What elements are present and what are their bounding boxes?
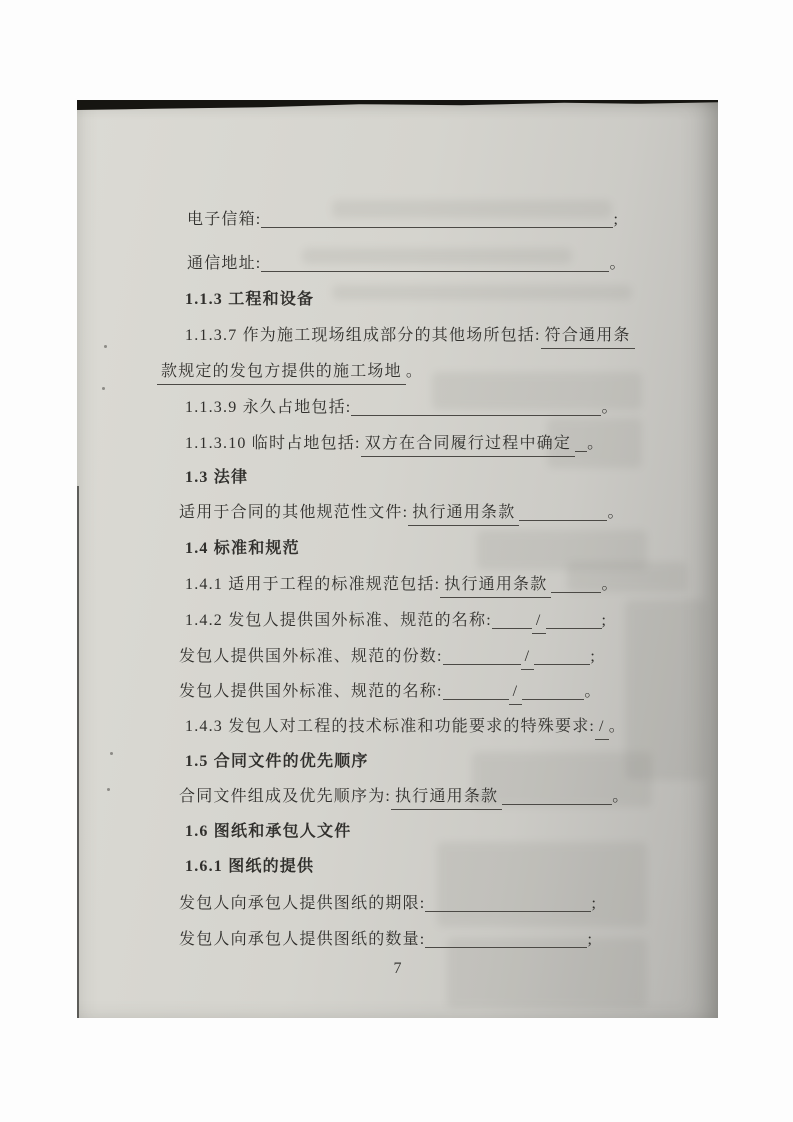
document-line — [179, 501, 625, 525]
scan-left-edge-artifact — [77, 486, 79, 1018]
document-line — [185, 466, 248, 490]
line-text: 1.1.3 工程和设备 — [185, 291, 315, 308]
line-text: ; — [587, 931, 594, 948]
line-text: ; — [590, 648, 596, 665]
line-text: 1.3 法律 — [185, 469, 249, 486]
document-line — [179, 928, 593, 952]
blank-underline-field — [546, 611, 602, 629]
blank-underline-field — [351, 398, 601, 416]
document-line — [179, 785, 629, 809]
blank-underline-field — [551, 575, 601, 593]
line-text: ; — [613, 211, 620, 228]
document-line — [185, 609, 607, 633]
line-text: 。 — [612, 788, 630, 805]
blank-underline-field — [425, 930, 587, 948]
blank-underline-field — [522, 682, 584, 700]
line-text: 1.1.3.7 作为施工现场组成部分的其他场所包括: — [185, 327, 541, 344]
filled-in-value: 执行通用条款 — [440, 573, 551, 598]
blank-underline-field — [443, 682, 509, 700]
line-text: 1.4.1 适用于工程的标准规范包括: — [185, 576, 441, 593]
document-line — [157, 360, 423, 384]
line-text: 1.1.3.10 临时占地包括: — [185, 435, 361, 452]
line-text: 电子信箱: — [187, 211, 262, 228]
document-line — [185, 855, 314, 879]
line-text: 发包人向承包人提供图纸的数量: — [179, 931, 426, 948]
document-line — [185, 537, 300, 561]
line-text: ; — [601, 612, 608, 629]
line-text: 1.1.3.9 永久占地包括: — [185, 399, 352, 416]
document-line — [179, 645, 596, 669]
line-text: 。 — [607, 504, 625, 521]
line-text: 。 — [405, 363, 424, 380]
filled-in-value: 双方在合同履行过程中确定 — [361, 432, 575, 457]
filled-in-value: 执行通用条款 — [391, 785, 502, 810]
filled-in-value: / — [521, 645, 535, 670]
blank-underline-field — [425, 894, 591, 912]
document-line — [185, 396, 619, 420]
filled-in-value: / — [532, 609, 546, 634]
document-line — [185, 324, 635, 348]
document-line — [185, 573, 619, 597]
filled-in-value: / — [595, 715, 609, 740]
line-text: 发包人提供国外标准、规范的名称: — [179, 683, 443, 700]
line-text: 合同文件组成及优先顺序为: — [179, 788, 392, 805]
line-text: 。 — [608, 718, 626, 735]
document-line — [185, 820, 351, 844]
line-text: 。 — [601, 399, 619, 416]
line-text: 。 — [601, 576, 619, 593]
document-line — [185, 288, 314, 312]
blank-underline-field — [443, 647, 521, 665]
blank-underline-field — [492, 611, 532, 629]
blank-underline-field — [502, 787, 612, 805]
line-text: ; — [591, 895, 598, 912]
line-text: 。 — [587, 435, 605, 452]
blank-underline-field — [261, 210, 613, 228]
blank-underline-field — [519, 503, 607, 521]
line-text: 1.4 标准和规范 — [185, 540, 300, 557]
line-text: 1.5 合同文件的优先顺序 — [185, 753, 369, 770]
blank-underline-field — [575, 434, 587, 452]
scanned-document-page — [77, 100, 718, 1018]
dust-speck — [102, 387, 105, 390]
document-line — [185, 750, 369, 774]
document-line — [187, 252, 627, 276]
blank-underline-field — [534, 647, 590, 665]
line-text: 通信地址: — [187, 255, 262, 272]
document-line — [179, 680, 602, 704]
dust-speck — [104, 345, 107, 348]
line-text: 发包人提供国外标准、规范的份数: — [179, 648, 443, 665]
filled-in-value: 执行通用条款 — [408, 501, 519, 526]
filled-in-value: 符合通用条 — [541, 324, 635, 349]
page-number: 7 — [393, 960, 402, 977]
line-text: 。 — [584, 683, 602, 700]
line-text: 1.4.3 发包人对工程的技术标准和功能要求的特殊要求: — [185, 718, 596, 735]
document-line — [185, 432, 604, 456]
dust-speck — [110, 752, 113, 755]
document-line — [187, 208, 619, 232]
document-line — [185, 715, 626, 739]
line-text: 1.6 图纸和承包人文件 — [185, 823, 352, 840]
filled-in-value: / — [509, 680, 523, 705]
document-line — [179, 892, 597, 916]
text-lines — [157, 100, 702, 1018]
line-text: 。 — [609, 255, 627, 272]
line-text: 1.4.2 发包人提供国外标准、规范的名称: — [185, 612, 492, 629]
line-text: 1.6.1 图纸的提供 — [185, 858, 315, 875]
blank-underline-field — [261, 254, 609, 272]
line-text: 适用于合同的其他规范性文件: — [179, 504, 409, 521]
line-text: 发包人向承包人提供图纸的期限: — [179, 895, 426, 912]
dust-speck — [107, 788, 110, 791]
filled-in-value: 款规定的发包方提供的施工场地 — [157, 360, 406, 385]
